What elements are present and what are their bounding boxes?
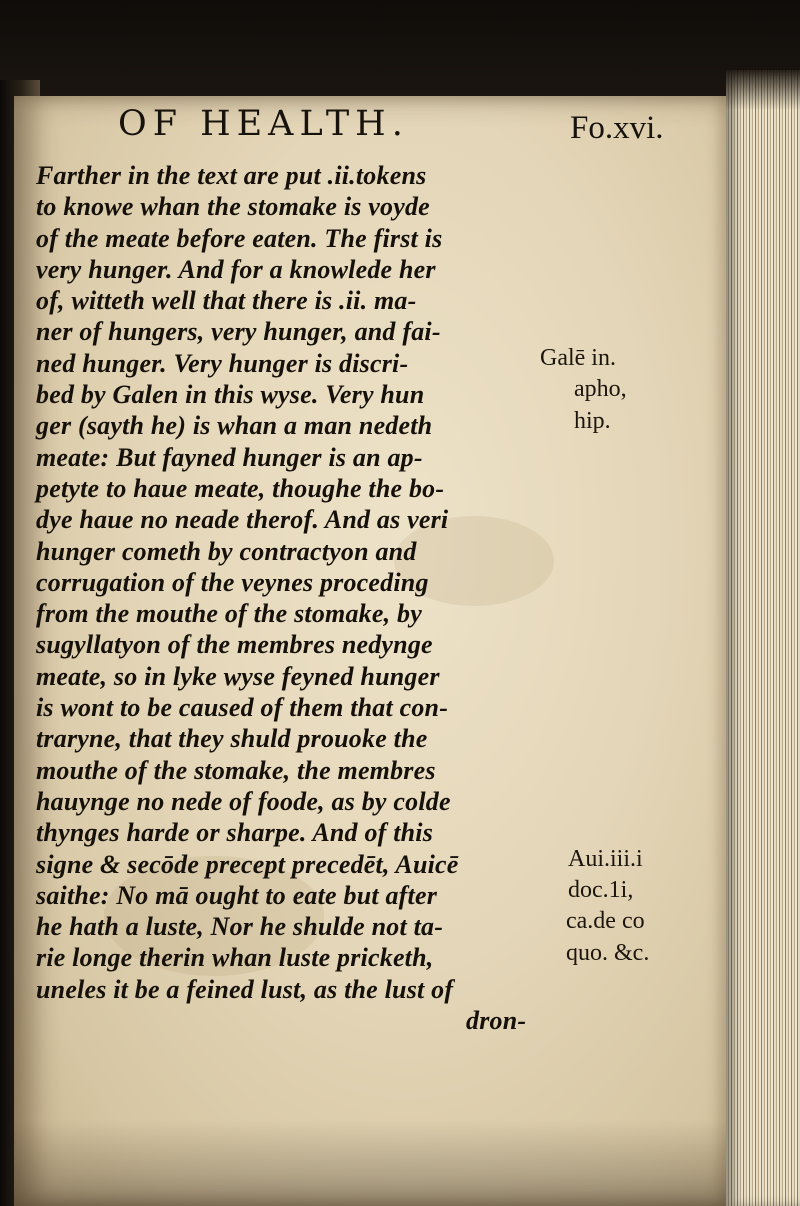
text-line: of, witteth well that there is .ii. ma-	[36, 286, 417, 316]
text-line: uneles it be a feined lust, as the lust of	[36, 974, 454, 1004]
text-line: corrugation of the veynes proceding	[36, 567, 429, 597]
text-line: Farther in the text are put .ii.tokens	[36, 161, 427, 190]
text-line: is wont to be caused of them that con-	[36, 693, 449, 723]
body-text	[36, 160, 556, 1036]
text-line: ned hunger. Very hunger is discri-	[36, 348, 409, 378]
text-line: bed by Galen in this wyse. Very hun	[36, 380, 425, 410]
text-line: rie longe therin whan luste pricketh,	[36, 943, 434, 973]
text-line: mouthe of the stomake, the membres	[36, 755, 436, 785]
text-line: dye haue no neade therof. And as veri	[36, 505, 449, 535]
text-line: saithe: No mā ought to eate but after	[36, 880, 438, 910]
text-line: very hunger. And for a knowlede her	[36, 254, 436, 284]
text-line: meate: But fayned hunger is an ap-	[36, 442, 423, 472]
text-line: of the meate before eaten. The first is	[36, 223, 443, 253]
text-line: traryne, that they shuld prouoke the	[36, 724, 428, 754]
text-line: ner of hungers, very hunger, and fai-	[36, 317, 441, 347]
text-line: to knowe whan the stomake is voyde	[36, 192, 430, 222]
marginal-note: apho,	[574, 376, 627, 402]
running-head: OF HEALTH.	[118, 104, 409, 144]
text-line: hunger cometh by contractyon and	[36, 536, 417, 566]
marginal-note: doc.1i,	[568, 877, 634, 903]
text-line: he hath a luste, Nor he shulde not ta-	[36, 912, 444, 942]
marginal-note: ca.de co	[566, 908, 645, 934]
marginal-note: hip.	[574, 408, 611, 434]
text-line: sugyllatyon of the membres nedynge	[36, 630, 433, 660]
page-edges-shade	[726, 70, 800, 110]
text-line: hauynge no nede of foode, as by colde	[36, 786, 451, 816]
marginal-note: quo. &c.	[566, 940, 650, 966]
catchword: dron-	[466, 1006, 527, 1036]
marginal-note: Galē in.	[540, 345, 616, 371]
text-line: thynges harde or sharpe. And of this	[36, 818, 434, 848]
text-line: petyte to haue meate, thoughe the bo-	[36, 473, 445, 503]
folio-number: Fo.xvi.	[570, 110, 664, 146]
page-edges	[726, 70, 800, 1206]
text-line: ger (sayth he) is whan a man nedeth	[36, 411, 433, 441]
text-line: from the mouthe of the stomake, by	[36, 599, 422, 629]
text-line: signe & secōde precept precedēt, Auicē	[36, 849, 459, 879]
text-line: meate, so in lyke wyse feyned hunger	[36, 661, 440, 691]
marginal-note: Aui.iii.i	[568, 846, 643, 872]
